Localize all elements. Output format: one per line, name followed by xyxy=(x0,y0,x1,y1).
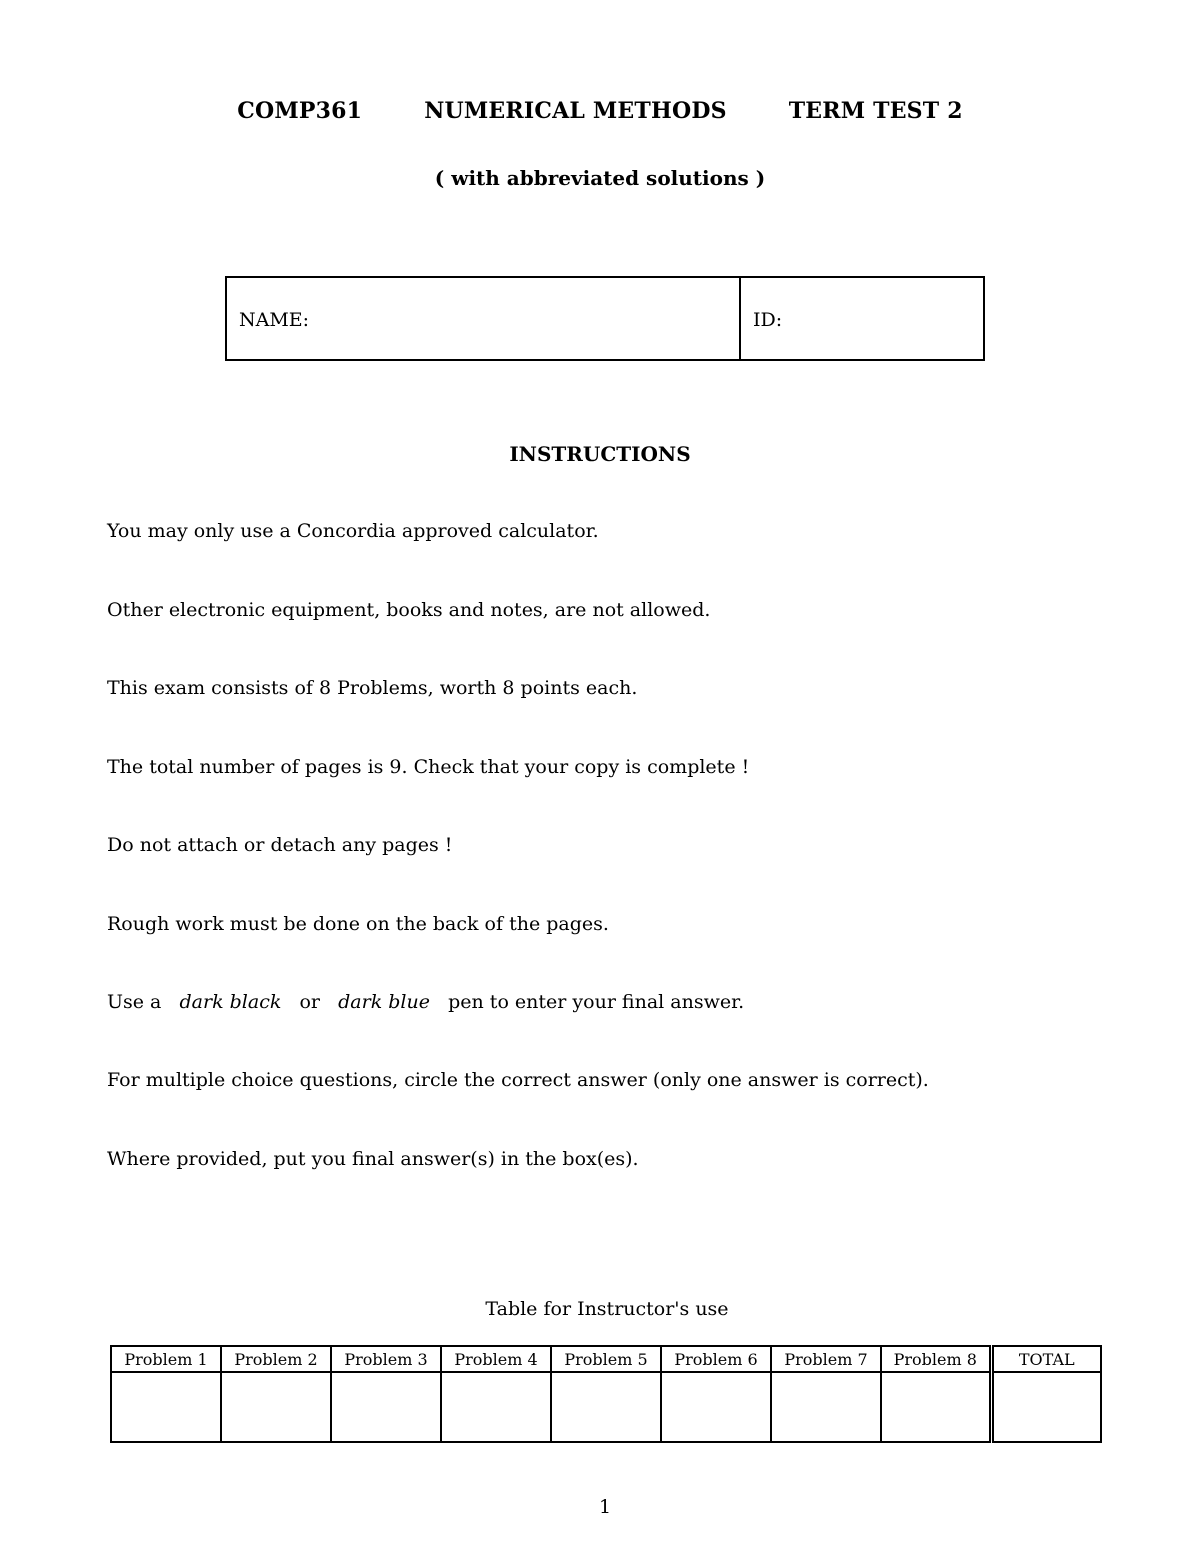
instruction-line: Do not attach or detach any pages ! xyxy=(107,834,453,856)
score-entry-total xyxy=(991,1372,1101,1442)
name-id-divider xyxy=(739,278,741,359)
score-header-cell: Problem 4 xyxy=(441,1346,551,1372)
score-entry-cell xyxy=(771,1372,881,1442)
id-label: ID: xyxy=(753,309,783,331)
score-table-entry-row xyxy=(111,1372,1101,1442)
instruction-line: Rough work must be done on the back of the pages. xyxy=(107,913,609,935)
score-entry-cell xyxy=(221,1372,331,1442)
instructions-title: INSTRUCTIONS xyxy=(509,442,691,466)
test-title: TERM TEST 2 xyxy=(788,98,963,124)
instruction-text: or xyxy=(299,991,321,1013)
exam-header xyxy=(0,98,1200,124)
score-header-cell: Problem 3 xyxy=(331,1346,441,1372)
score-header-cell: Problem 7 xyxy=(771,1346,881,1372)
score-header-cell: Problem 2 xyxy=(221,1346,331,1372)
score-header-total: TOTAL xyxy=(991,1346,1101,1372)
score-header-cell: Problem 5 xyxy=(551,1346,661,1372)
score-header-cell: Problem 6 xyxy=(661,1346,771,1372)
name-id-box xyxy=(225,276,985,361)
instruction-line xyxy=(107,991,744,1013)
name-label: NAME: xyxy=(239,309,310,331)
score-header-cell: Problem 1 xyxy=(111,1346,221,1372)
instruction-line: You may only use a Concordia approved calculator. xyxy=(107,520,599,542)
score-header-cell: Problem 8 xyxy=(881,1346,991,1372)
instruction-line: This exam consists of 8 Problems, worth 8 points each. xyxy=(107,677,638,699)
instruction-emphasis: dark blue xyxy=(338,991,430,1013)
score-table-header-row xyxy=(111,1346,1101,1372)
score-table-caption: Table for Instructor's use xyxy=(485,1298,729,1320)
score-entry-cell xyxy=(441,1372,551,1442)
course-subject: NUMERICAL METHODS xyxy=(424,98,727,124)
score-table xyxy=(110,1345,1102,1443)
exam-subtitle: ( with abbreviated solutions ) xyxy=(434,166,766,190)
instruction-line: For multiple choice questions, circle the correct answer (only one answer is correct). xyxy=(107,1069,929,1091)
instruction-text: Use a xyxy=(107,991,162,1013)
instruction-line: Where provided, put you final answer(s) in the box(es). xyxy=(107,1148,639,1170)
score-entry-cell xyxy=(551,1372,661,1442)
instruction-line: The total number of pages is 9. Check that your copy is complete ! xyxy=(107,756,750,778)
score-entry-cell xyxy=(661,1372,771,1442)
instruction-emphasis: dark black xyxy=(179,991,282,1013)
instruction-line: Other electronic equipment, books and notes, are not allowed. xyxy=(107,599,711,621)
instruction-text: pen to enter your final answer. xyxy=(448,991,745,1013)
page-number: 1 xyxy=(598,1496,612,1518)
score-entry-cell xyxy=(331,1372,441,1442)
score-entry-cell xyxy=(881,1372,991,1442)
score-entry-cell xyxy=(111,1372,221,1442)
course-code: COMP361 xyxy=(237,98,363,124)
